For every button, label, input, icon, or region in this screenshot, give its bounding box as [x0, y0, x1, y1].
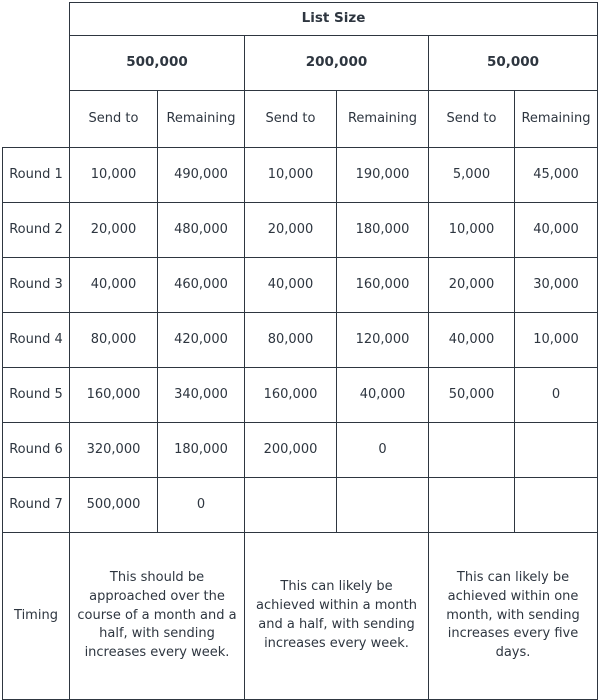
cell-round4-send-50k: 40,000	[429, 313, 515, 368]
cell-round2-send-200k: 20,000	[245, 203, 337, 258]
cell-round7-send-200k	[245, 478, 337, 533]
timing-note-50k: This can likely be achieved within one month, with sending increases every five days.	[429, 533, 598, 700]
cell-round5-send-200k: 160,000	[245, 368, 337, 423]
timing-note-500k: This should be approached over the course of a month and a half, with sending increases every week.	[70, 533, 245, 700]
table-row	[3, 203, 598, 258]
header-list-size: List Size	[70, 3, 598, 36]
cell-round6-remaining-200k: 0	[337, 423, 429, 478]
corner-blank-cell	[3, 3, 70, 148]
cell-round4-send-500k: 80,000	[70, 313, 158, 368]
table-row	[3, 423, 598, 478]
cell-round5-remaining-200k: 40,000	[337, 368, 429, 423]
cell-round1-remaining-50k: 45,000	[515, 148, 598, 203]
row-label-round-5: Round 5	[3, 368, 70, 423]
header-row-sizes	[3, 36, 598, 91]
cell-round4-send-200k: 80,000	[245, 313, 337, 368]
header-remaining-1: Remaining	[158, 91, 245, 148]
table-row-timing	[3, 533, 598, 700]
cell-round1-remaining-200k: 190,000	[337, 148, 429, 203]
header-send-to-2: Send to	[245, 91, 337, 148]
cell-round3-remaining-50k: 30,000	[515, 258, 598, 313]
header-size-200000: 200,000	[245, 36, 429, 91]
row-label-round-6: Round 6	[3, 423, 70, 478]
cell-round7-send-50k	[429, 478, 515, 533]
cell-round2-remaining-500k: 480,000	[158, 203, 245, 258]
cell-round5-remaining-500k: 340,000	[158, 368, 245, 423]
header-send-to-1: Send to	[70, 91, 158, 148]
cell-round3-remaining-500k: 460,000	[158, 258, 245, 313]
header-size-50000: 50,000	[429, 36, 598, 91]
cell-round2-remaining-200k: 180,000	[337, 203, 429, 258]
cell-round1-send-500k: 10,000	[70, 148, 158, 203]
header-row-subcolumns	[3, 91, 598, 148]
header-remaining-2: Remaining	[337, 91, 429, 148]
cell-round5-send-50k: 50,000	[429, 368, 515, 423]
cell-round2-send-50k: 10,000	[429, 203, 515, 258]
cell-round6-send-500k: 320,000	[70, 423, 158, 478]
cell-round3-send-50k: 20,000	[429, 258, 515, 313]
cell-round1-send-50k: 5,000	[429, 148, 515, 203]
table-row	[3, 368, 598, 423]
cell-round6-remaining-500k: 180,000	[158, 423, 245, 478]
table-head	[3, 3, 598, 148]
header-send-to-3: Send to	[429, 91, 515, 148]
row-label-round-2: Round 2	[3, 203, 70, 258]
list-size-schedule-table	[2, 2, 598, 700]
cell-round6-send-200k: 200,000	[245, 423, 337, 478]
cell-round1-send-200k: 10,000	[245, 148, 337, 203]
cell-round3-send-500k: 40,000	[70, 258, 158, 313]
cell-round4-remaining-500k: 420,000	[158, 313, 245, 368]
cell-round3-send-200k: 40,000	[245, 258, 337, 313]
timing-note-200k: This can likely be achieved within a month and a half, with sending increases every week.	[245, 533, 429, 700]
cell-round5-remaining-50k: 0	[515, 368, 598, 423]
row-label-round-7: Round 7	[3, 478, 70, 533]
table-row	[3, 313, 598, 368]
header-remaining-3: Remaining	[515, 91, 598, 148]
row-label-round-4: Round 4	[3, 313, 70, 368]
table-row	[3, 148, 598, 203]
cell-round2-remaining-50k: 40,000	[515, 203, 598, 258]
cell-round6-remaining-50k	[515, 423, 598, 478]
table-body	[3, 148, 598, 700]
cell-round4-remaining-50k: 10,000	[515, 313, 598, 368]
cell-round4-remaining-200k: 120,000	[337, 313, 429, 368]
row-label-timing: Timing	[3, 533, 70, 700]
header-size-500000: 500,000	[70, 36, 245, 91]
cell-round3-remaining-200k: 160,000	[337, 258, 429, 313]
cell-round7-remaining-200k	[337, 478, 429, 533]
cell-round5-send-500k: 160,000	[70, 368, 158, 423]
row-label-round-3: Round 3	[3, 258, 70, 313]
cell-round1-remaining-500k: 490,000	[158, 148, 245, 203]
cell-round6-send-50k	[429, 423, 515, 478]
header-row-list-size	[3, 3, 598, 36]
table-row	[3, 478, 598, 533]
cell-round7-send-500k: 500,000	[70, 478, 158, 533]
cell-round7-remaining-500k: 0	[158, 478, 245, 533]
row-label-round-1: Round 1	[3, 148, 70, 203]
table-row	[3, 258, 598, 313]
cell-round2-send-500k: 20,000	[70, 203, 158, 258]
cell-round7-remaining-50k	[515, 478, 598, 533]
